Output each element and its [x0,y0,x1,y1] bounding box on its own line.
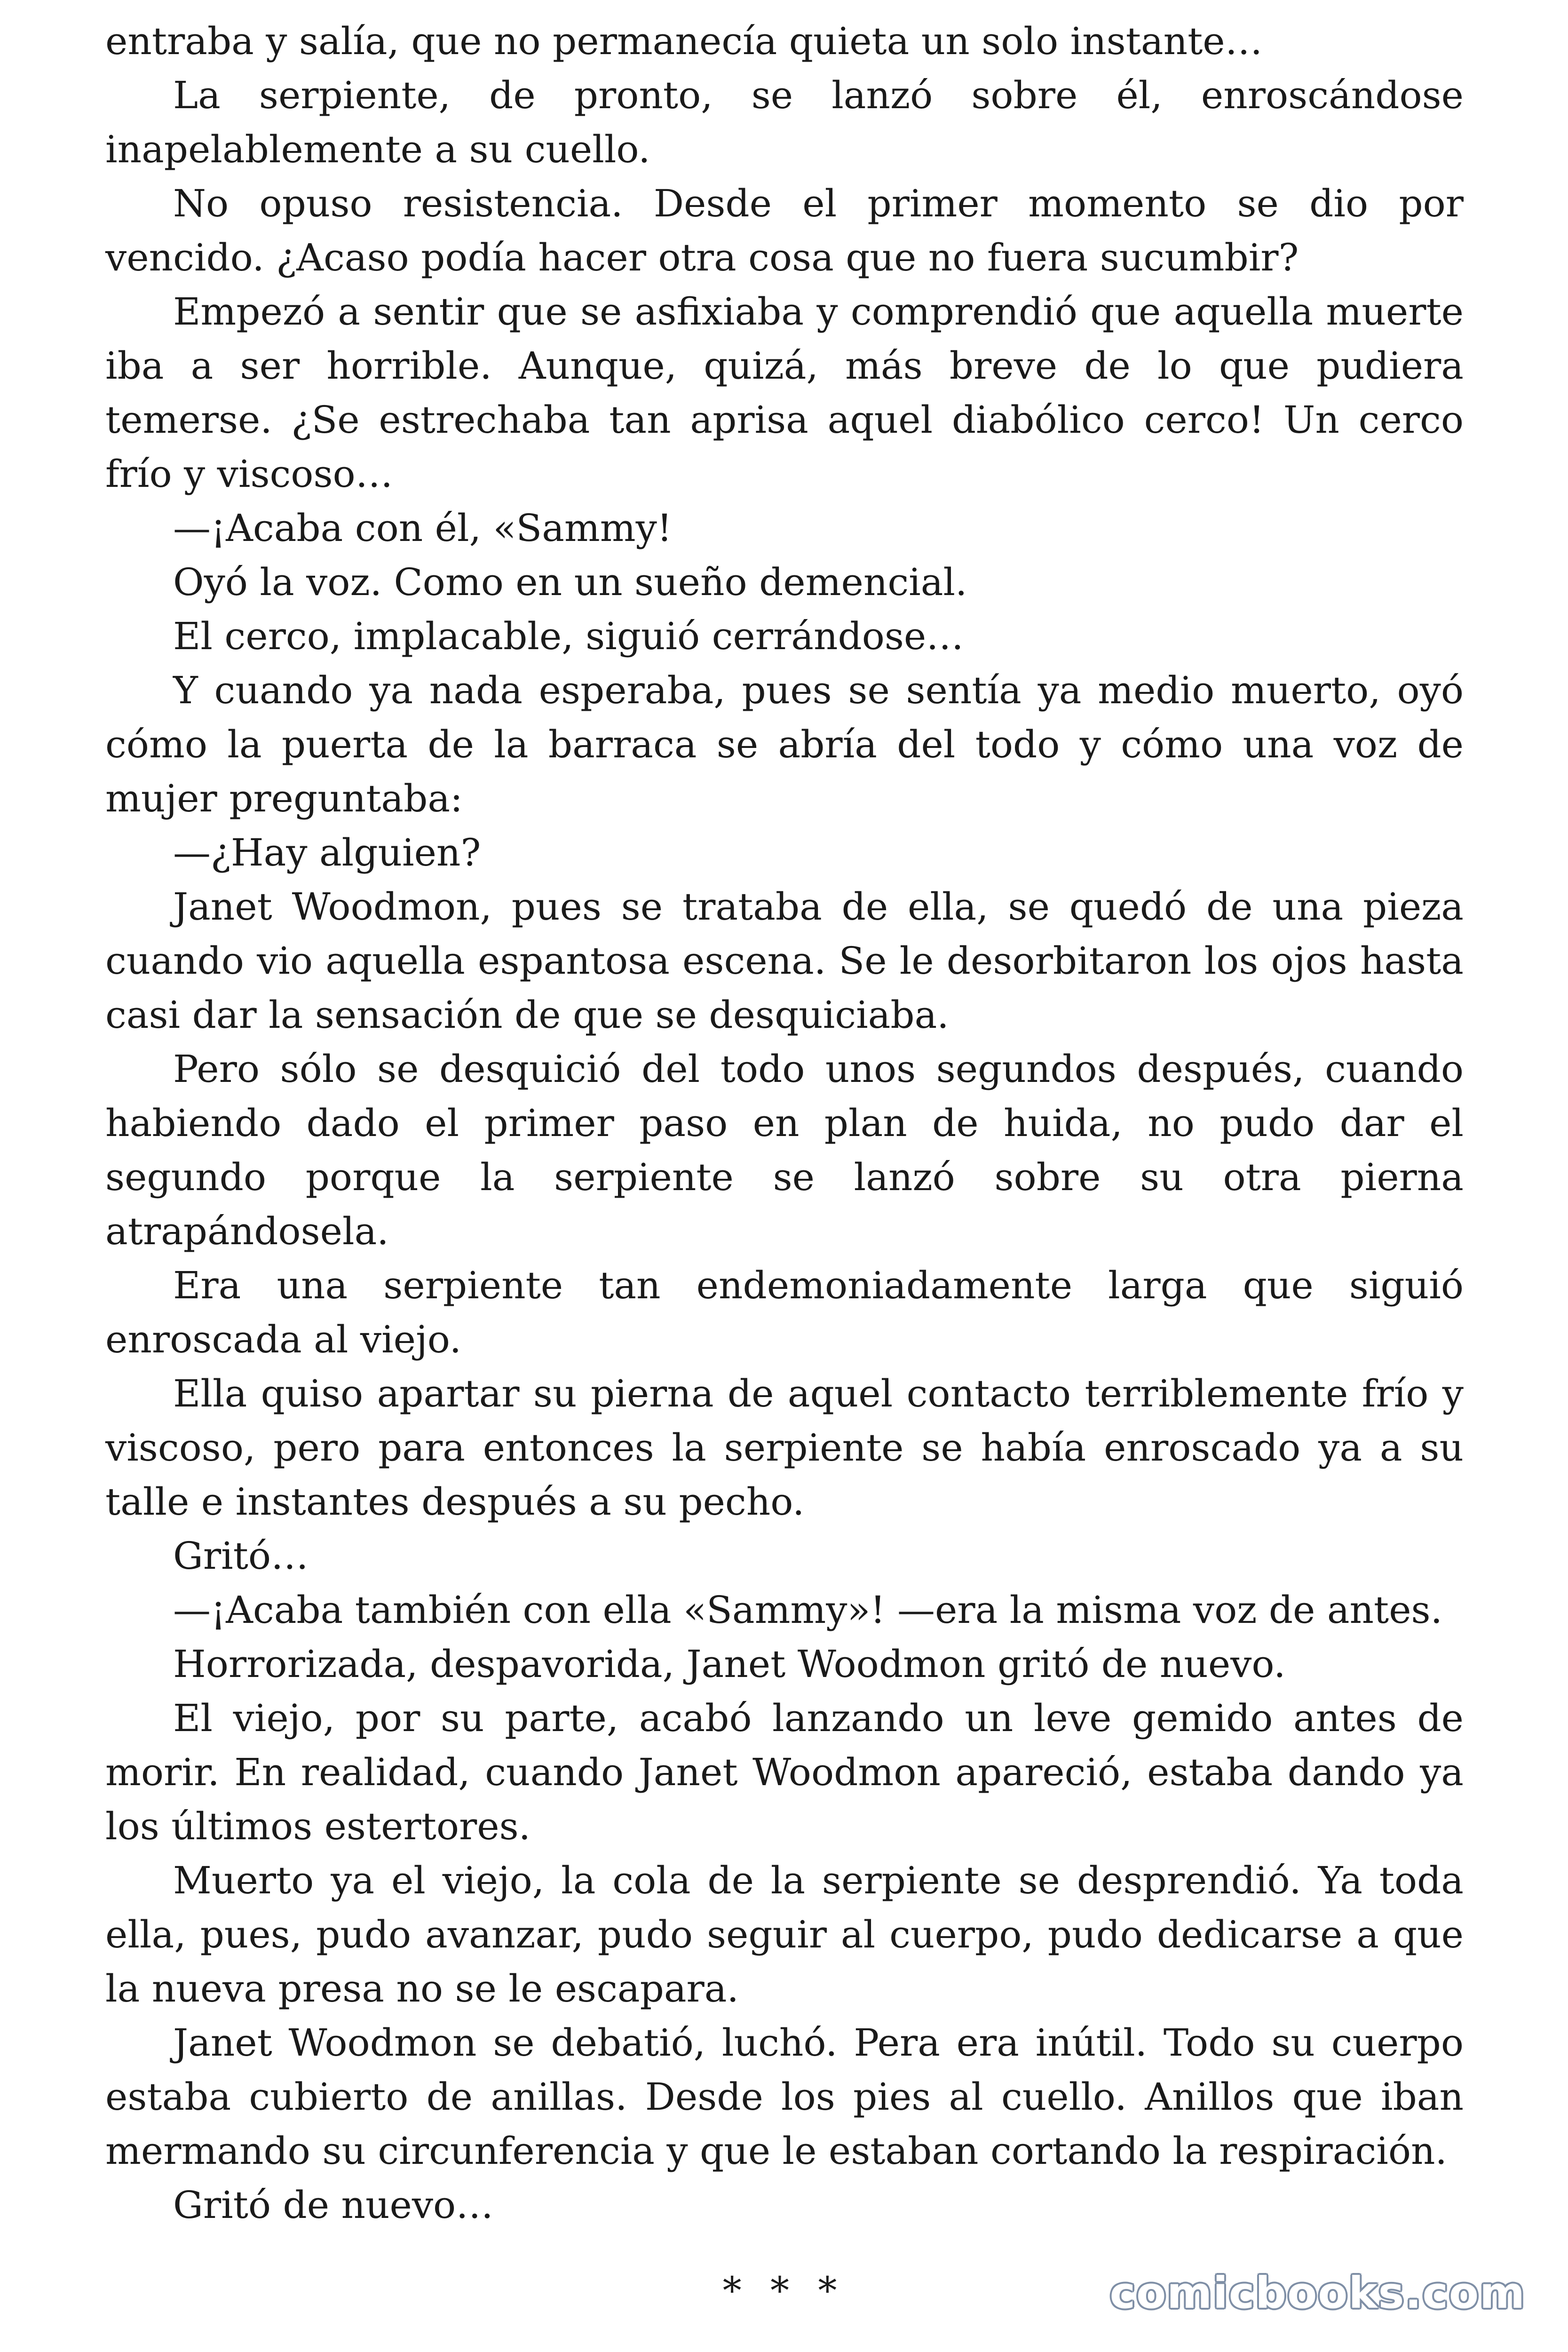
section-separator: * * * [722,2269,846,2312]
paragraph-9: —¿Hay alguien? [173,831,481,874]
watermark-logo: comicbooks.com [1109,2268,1526,2318]
paragraph-1: entraba y salía, que no permanecía quieta un solo instante… [105,19,1263,63]
paragraph-20: Gritó de nuevo… [173,2183,494,2227]
paragraph-19: Janet Woodmon se debatió, luchó. Pera era inútil. Todo su cuerpo estaba cubierto de anillas. Desde los pies al cuello. Anillos que iban mermando su circunferencia y que le estaban cortando la respiración. [105,2021,1464,2173]
paragraph-14: Gritó… [173,1534,309,1578]
paragraph-10: Janet Woodmon, pues se trataba de ella, se quedó de una pieza cuando vio aquella espantosa escena. Se le desorbitaron los ojos hasta casi dar la sensación de que se desquiciaba. [105,885,1464,1037]
paragraph-16: Horrorizada, despavorida, Janet Woodmon gritó de nuevo. [173,1642,1286,1686]
paragraph-12: Era una serpiente tan endemoniadamente larga que siguió enroscada al viejo. [105,1263,1464,1361]
paragraph-13: Ella quiso apartar su pierna de aquel contacto terriblemente frío y viscoso, pero para entonces la serpiente se había enroscado ya a su talle e instantes después a su pecho. [105,1372,1464,1524]
paragraph-2: La serpiente, de pronto, se lanzó sobre él, enroscándose inapelablemente a su cuello. [105,73,1464,171]
paragraph-3: No opuso resistencia. Desde el primer momento se dio por vencido. ¿Acaso podía hacer otra cosa que no fuera sucumbir? [105,182,1464,279]
paragraph-7: El cerco, implacable, siguió cerrándose… [173,614,964,658]
paragraph-8: Y cuando ya nada esperaba, pues se sentía ya medio muerto, oyó cómo la puerta de la barraca se abría del todo y cómo una voz de mujer preguntaba: [105,668,1464,820]
paragraph-11: Pero sólo se desquició del todo unos segundos después, cuando habiendo dado el primer paso en plan de huida, no pudo dar el segundo porque la serpiente se lanzó sobre su otra pierna atrapándosela. [105,1047,1464,1253]
page-text [105,14,1464,2232]
paragraph-17: El viejo, por su parte, acabó lanzando un leve gemido antes de morir. En realidad, cuando Janet Woodmon apareció, estaba dando ya los últimos estertores. [105,1696,1464,1848]
paragraph-18: Muerto ya el viejo, la cola de la serpiente se desprendió. Ya toda ella, pues, pudo avanzar, pudo seguir al cuerpo, pudo dedicarse a que la nueva presa no se le escapara. [105,1859,1464,2010]
paragraph-6: Oyó la voz. Como en un sueño demencial. [173,560,967,604]
paragraph-15: —¡Acaba también con ella «Sammy»! —era la misma voz de antes. [173,1588,1443,1632]
paragraph-4: Empezó a sentir que se asfixiaba y comprendió que aquella muerte iba a ser horrible. Aunque, quizá, más breve de lo que pudiera temerse. ¿Se estrechaba tan aprisa aquel diabólico cerco! Un cerco frío y viscoso… [105,290,1464,496]
paragraph-5: —¡Acaba con él, «Sammy! [173,506,672,550]
